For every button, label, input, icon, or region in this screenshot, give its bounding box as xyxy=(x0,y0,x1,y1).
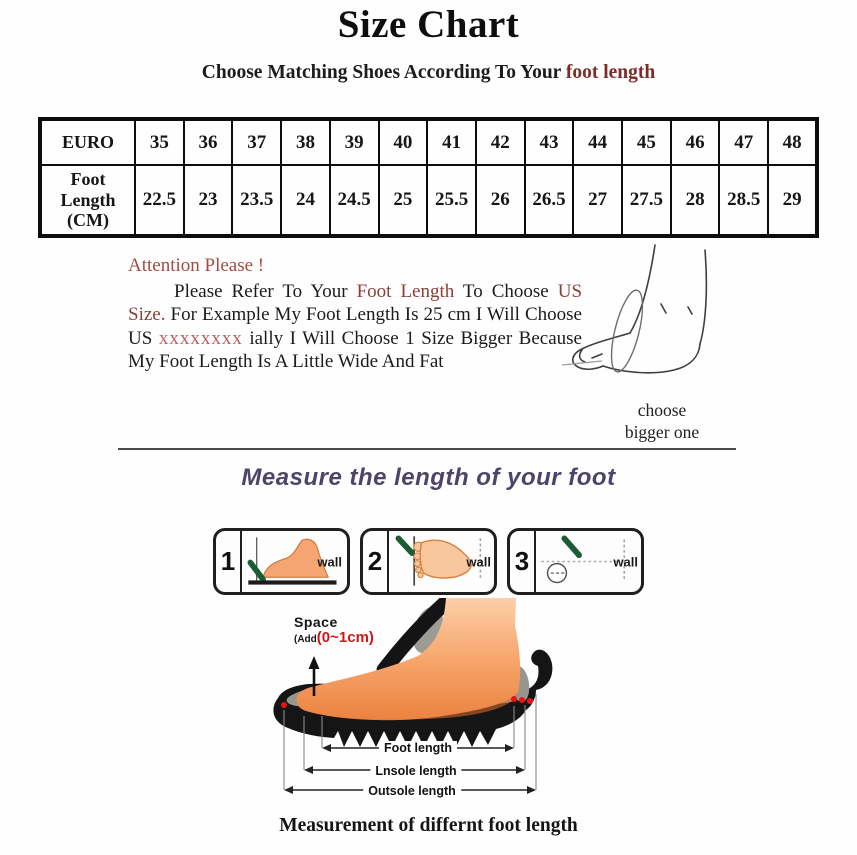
toe-dot xyxy=(281,702,287,708)
euro-size: 37 xyxy=(232,119,281,165)
girth-measure-loop xyxy=(605,287,649,374)
green-marker-icon xyxy=(398,538,412,553)
foot-length-value: 24 xyxy=(281,165,330,236)
euro-size: 38 xyxy=(281,119,330,165)
green-marker-icon xyxy=(564,538,579,555)
section-divider xyxy=(118,448,736,450)
euro-size: 42 xyxy=(476,119,525,165)
euro-size: 43 xyxy=(525,119,574,165)
euro-header: EURO xyxy=(40,119,135,165)
attention-foot-length: Foot Length xyxy=(356,280,455,302)
table-row-foot-length xyxy=(40,165,817,236)
attention-note xyxy=(128,254,582,374)
measure-step-3 xyxy=(507,528,644,595)
redacted-text: xxxxxxxx xyxy=(158,327,243,349)
foot-length-value: 23.5 xyxy=(232,165,281,236)
foot-length-value: 24.5 xyxy=(330,165,379,236)
foot-length-value: 26 xyxy=(476,165,525,236)
foot-length-header: Foot Length (CM) xyxy=(40,165,135,236)
measure-step-1 xyxy=(213,528,350,595)
attention-heading: Attention Please ! xyxy=(128,255,265,276)
euro-size: 39 xyxy=(330,119,379,165)
foot-length-value: 27 xyxy=(573,165,622,236)
step-number: 3 xyxy=(514,546,530,576)
euro-size: 48 xyxy=(768,119,817,165)
attention-text: For Example My Foot Length Is 25 cm I Will Choose US xyxy=(128,304,582,349)
heel-dot xyxy=(527,698,533,704)
euro-size: 45 xyxy=(622,119,671,165)
wall-label: wall xyxy=(466,554,491,569)
foot-length-value: 27.5 xyxy=(622,165,671,236)
step-number: 2 xyxy=(367,546,383,576)
wall-label: wall xyxy=(613,554,638,569)
foot-length-value: 25.5 xyxy=(427,165,476,236)
space-label-text: Space xyxy=(294,614,338,630)
subtitle xyxy=(0,62,857,84)
euro-size: 36 xyxy=(184,119,233,165)
choose-note-line2: bigger one xyxy=(624,422,700,442)
attention-us-size: US Size. xyxy=(128,280,583,325)
foot-length-value: 22.5 xyxy=(135,165,184,236)
foot-length-value: 29 xyxy=(768,165,817,236)
measure-steps xyxy=(213,528,644,595)
attention-text: ially I Will Choose 1 Size Bigger Because My Foot Length Is A Little Wide And Fat xyxy=(128,327,582,372)
foot-length-value: 23 xyxy=(184,165,233,236)
attention-text: To Choose xyxy=(454,280,558,302)
heel-dot xyxy=(519,697,525,703)
subtitle-accent-text: foot length xyxy=(565,62,656,83)
step-number: 1 xyxy=(220,546,236,576)
wall-label: wall xyxy=(317,554,342,569)
table-row-euro xyxy=(40,119,817,165)
euro-size: 47 xyxy=(719,119,768,165)
heel-dot xyxy=(511,696,517,702)
foot-length-value: 26.5 xyxy=(525,165,574,236)
euro-size: 46 xyxy=(671,119,720,165)
page-title: Size Chart xyxy=(337,3,520,46)
size-table xyxy=(38,117,819,238)
attention-text: Please Refer To Your xyxy=(174,280,357,302)
euro-size: 40 xyxy=(379,119,428,165)
euro-size: 44 xyxy=(573,119,622,165)
space-range-text: (0~1cm) xyxy=(316,629,374,646)
foot-length-value: 28.5 xyxy=(719,165,768,236)
euro-size: 35 xyxy=(135,119,184,165)
measure-step-2 xyxy=(360,528,497,595)
foot-length-label: Foot length xyxy=(379,741,457,755)
space-add-text: (Add xyxy=(294,634,317,645)
outsole-length-label: Outsole length xyxy=(363,784,461,798)
euro-size: 41 xyxy=(427,119,476,165)
insole-length-label: Lnsole length xyxy=(370,764,461,778)
attention-paragraph xyxy=(128,280,582,374)
subtitle-text: Choose Matching Shoes According To Your xyxy=(201,62,566,83)
choose-note-line1: choose xyxy=(637,400,687,420)
foot-sketch-illustration xyxy=(562,238,727,413)
figure-caption: Measurement of differnt foot length xyxy=(279,815,578,836)
foot-length-value: 25 xyxy=(379,165,428,236)
measure-heading: Measure the length of your foot xyxy=(241,464,616,491)
space-label xyxy=(294,615,424,647)
choose-bigger-note xyxy=(597,399,727,443)
foot-length-value: 28 xyxy=(671,165,720,236)
